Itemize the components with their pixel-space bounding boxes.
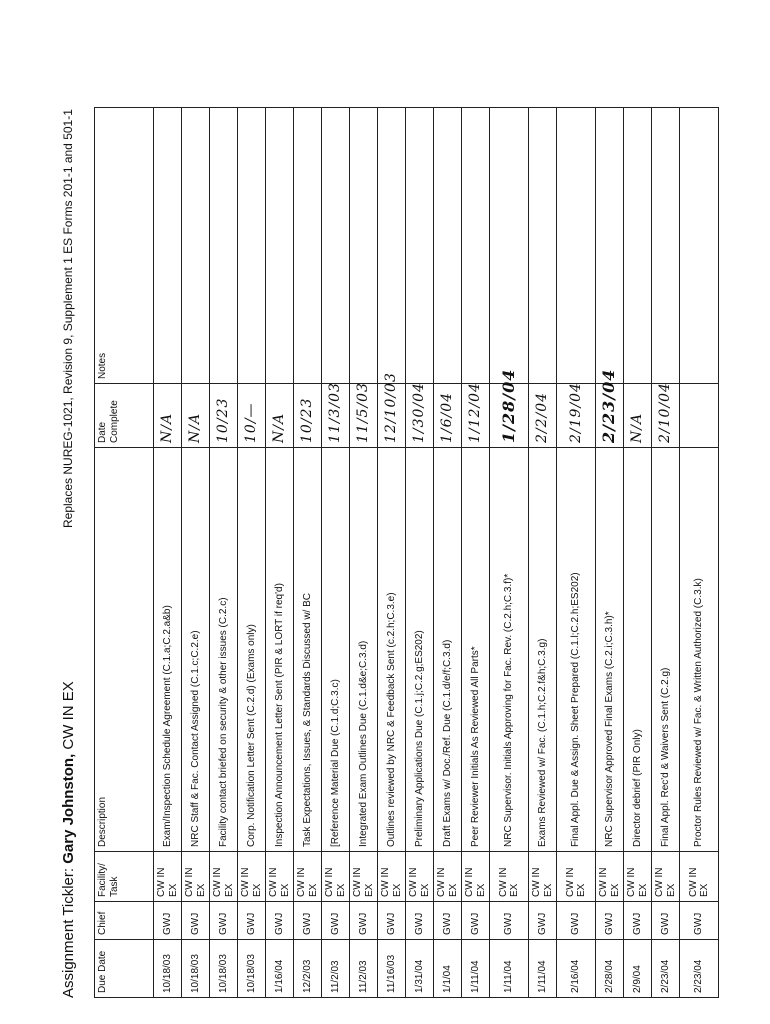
cell-chief: GWJ	[266, 902, 294, 940]
table-row	[154, 108, 182, 998]
cell-description: NRC Supervisor Approved Final Exams (C.2.i;C.3.h)*	[596, 448, 624, 852]
cell-chief: GWJ	[154, 902, 182, 940]
cell-due-date: 10/18/03	[154, 940, 182, 998]
cell-facility-task: CW IN EX	[652, 852, 680, 902]
cell-due-date: 1/31/04	[406, 940, 434, 998]
table-header-row	[95, 108, 154, 998]
table-row	[557, 108, 596, 998]
cell-description: Exam/Inspection Schedule Agreement (C.1.a;C.2.a&b)	[154, 448, 182, 852]
cell-notes	[322, 108, 350, 384]
cell-chief: GWJ	[434, 902, 462, 940]
cell-facility-task: CW IN EX	[529, 852, 557, 902]
cell-chief: GWJ	[680, 902, 719, 940]
cell-facility-task: CW IN EX	[462, 852, 490, 902]
cell-due-date: 2/23/04	[680, 940, 719, 998]
cell-chief: GWJ	[182, 902, 210, 940]
cell-facility-task: CW IN EX	[322, 852, 350, 902]
table-row	[238, 108, 266, 998]
cell-description: Preliminary Applications Due (C.1.j;C.2.g;ES202)	[406, 448, 434, 852]
cell-chief: GWJ	[210, 902, 238, 940]
title-suffix: CW IN EX	[60, 681, 77, 754]
col-notes: Notes	[95, 108, 154, 384]
cell-due-date: 11/2/03	[350, 940, 378, 998]
cell-facility-task: CW IN EX	[624, 852, 652, 902]
cell-description: Final Appl. Due & Assign. Sheet Prepared (C.1.l;C.2.h;ES202)	[557, 448, 596, 852]
cell-due-date: 10/18/03	[238, 940, 266, 998]
cell-facility-task: CW IN EX	[238, 852, 266, 902]
cell-facility-task: CW IN EX	[350, 852, 378, 902]
cell-date-complete: N/A	[624, 384, 652, 448]
cell-due-date: 11/16/03	[378, 940, 406, 998]
cell-description: Final Appl. Rec'd & Waivers Sent (C.2.g)	[652, 448, 680, 852]
cell-due-date: 1/11/04	[529, 940, 557, 998]
cell-due-date: 2/16/04	[557, 940, 596, 998]
cell-date-complete: 1/30/04	[406, 384, 434, 448]
cell-notes	[182, 108, 210, 384]
page-header	[52, 18, 88, 998]
cell-notes	[238, 108, 266, 384]
cell-description: Exams Reviewed w/ Fac. (C.1.h;C.2.f&h;C.3.g)	[529, 448, 557, 852]
cell-facility-task: CW IN EX	[490, 852, 529, 902]
cell-date-complete: 2/2/04	[529, 384, 557, 448]
cell-notes	[557, 108, 596, 384]
cell-notes	[266, 108, 294, 384]
cell-date-complete: N/A	[182, 384, 210, 448]
cell-date-complete: 12/10/03	[378, 384, 406, 448]
cell-date-complete: 2/19/04	[557, 384, 596, 448]
cell-chief: GWJ	[596, 902, 624, 940]
cell-notes	[434, 108, 462, 384]
title-prefix: Assignment Tickler:	[60, 863, 77, 998]
table-row	[378, 108, 406, 998]
cell-due-date: 1/16/04	[266, 940, 294, 998]
cell-due-date: 2/9/04	[624, 940, 652, 998]
cell-description: Outlines reviewed by NRC & Feedback Sent (c.2.h;C.3.e)	[378, 448, 406, 852]
cell-chief: GWJ	[294, 902, 322, 940]
cell-description: NRC Supervisor. Initials Approving for Fac. Rev. (C.2.h;C.3.f)*	[490, 448, 529, 852]
cell-description: [Reference Material Due (C.1.d;C.3.c)	[322, 448, 350, 852]
cell-date-complete: 10/23	[210, 384, 238, 448]
cell-due-date: 10/18/03	[182, 940, 210, 998]
cell-notes	[624, 108, 652, 384]
table-row	[490, 108, 529, 998]
cell-date-complete: 1/6/04	[434, 384, 462, 448]
table-row	[462, 108, 490, 998]
cell-due-date: 1/11/04	[462, 940, 490, 998]
cell-chief: GWJ	[462, 902, 490, 940]
assignee-name: Gary Johnston,	[60, 753, 77, 864]
cell-due-date: 2/23/04	[652, 940, 680, 998]
cell-notes	[210, 108, 238, 384]
cell-facility-task: CW IN EX	[266, 852, 294, 902]
cell-date-complete: N/A	[154, 384, 182, 448]
cell-due-date: 1/11/04	[490, 940, 529, 998]
table-row	[266, 108, 294, 998]
cell-notes	[154, 108, 182, 384]
cell-chief: GWJ	[322, 902, 350, 940]
cell-notes	[490, 108, 529, 384]
cell-facility-task: CW IN EX	[294, 852, 322, 902]
cell-facility-task: CW IN EX	[434, 852, 462, 902]
cell-description: Facility contact briefed on security & other issues (C.2.c)	[210, 448, 238, 852]
cell-chief: GWJ	[406, 902, 434, 940]
cell-date-complete: 2/23/04	[596, 384, 624, 448]
cell-facility-task: CW IN EX	[680, 852, 719, 902]
cell-date-complete: N/A	[266, 384, 294, 448]
cell-date-complete: 11/5/03	[350, 384, 378, 448]
cell-description: Director debrief (PIR Only)	[624, 448, 652, 852]
table-row	[182, 108, 210, 998]
cell-notes	[350, 108, 378, 384]
cell-description: Integrated Exam Outlines Due (C.1.d&e;C.3.d)	[350, 448, 378, 852]
cell-date-complete: 11/3/03	[322, 384, 350, 448]
cell-description: NRC Staff & Fac. Contact Assigned (C.1.c;C.2.e)	[182, 448, 210, 852]
table-row	[350, 108, 378, 998]
cell-chief: GWJ	[490, 902, 529, 940]
table-row	[322, 108, 350, 998]
cell-facility-task: CW IN EX	[154, 852, 182, 902]
table-body	[154, 108, 719, 998]
cell-notes	[378, 108, 406, 384]
cell-facility-task: CW IN EX	[210, 852, 238, 902]
cell-due-date: 1/1/04	[434, 940, 462, 998]
table-row	[596, 108, 624, 998]
cell-facility-task: CW IN EX	[182, 852, 210, 902]
col-due-date: Due Date	[95, 940, 154, 998]
table-row	[652, 108, 680, 998]
table-row	[680, 108, 719, 998]
cell-date-complete: 2/10/04	[652, 384, 680, 448]
col-chief: Chief	[95, 902, 154, 940]
cell-due-date: 2/28/04	[596, 940, 624, 998]
cell-chief: GWJ	[238, 902, 266, 940]
cell-due-date: 10/18/03	[210, 940, 238, 998]
table-row	[406, 108, 434, 998]
cell-description: Inspection Announcement Letter Sent (PIR & LORT if req'd)	[266, 448, 294, 852]
col-facility-task: Facility/ Task	[95, 852, 154, 902]
cell-date-complete	[680, 384, 719, 448]
cell-description: Task Expectations, Issues, & Standards Discussed w/ BC	[294, 448, 322, 852]
cell-facility-task: CW IN EX	[557, 852, 596, 902]
cell-notes	[652, 108, 680, 384]
cell-chief: GWJ	[529, 902, 557, 940]
table-row	[294, 108, 322, 998]
cell-date-complete: 1/28/04	[490, 384, 529, 448]
cell-description: Draft Exams w/ Doc./Ref. Due (C.1.d/e/f;C.3.d)	[434, 448, 462, 852]
cell-date-complete: 10/23	[294, 384, 322, 448]
cell-chief: GWJ	[378, 902, 406, 940]
cell-description: Peer Reviewer Initials As Reviewed All Parts*	[462, 448, 490, 852]
table-row	[624, 108, 652, 998]
cell-chief: GWJ	[624, 902, 652, 940]
cell-facility-task: CW IN EX	[378, 852, 406, 902]
cell-due-date: 12/2/03	[294, 940, 322, 998]
cell-date-complete: 1/12/04	[462, 384, 490, 448]
cell-description: Corp. Notification Letter Sent (C.2.d) (Exams only)	[238, 448, 266, 852]
table-row	[529, 108, 557, 998]
page-title	[60, 681, 77, 998]
replaces-note: Replaces NUREG-1021, Revision 9, Supplement 1 ES Forms 201-1 and 501-1	[61, 109, 75, 528]
cell-description: Proctor Rules Reviewed w/ Fac. & Written Authorized (C.3.k)	[680, 448, 719, 852]
cell-notes	[294, 108, 322, 384]
table-row	[210, 108, 238, 998]
cell-notes	[680, 108, 719, 384]
cell-notes	[529, 108, 557, 384]
cell-date-complete: 10/—	[238, 384, 266, 448]
col-description: Description	[95, 448, 154, 852]
cell-facility-task: CW IN EX	[596, 852, 624, 902]
cell-notes	[462, 108, 490, 384]
rotated-page	[52, 18, 770, 998]
cell-notes	[406, 108, 434, 384]
cell-chief: GWJ	[557, 902, 596, 940]
cell-chief: GWJ	[652, 902, 680, 940]
cell-due-date: 11/2/03	[322, 940, 350, 998]
col-date-complete: Date Complete	[95, 384, 154, 448]
cell-chief: GWJ	[350, 902, 378, 940]
tickler-table	[94, 107, 719, 998]
cell-facility-task: CW IN EX	[406, 852, 434, 902]
cell-notes	[596, 108, 624, 384]
table-row	[434, 108, 462, 998]
